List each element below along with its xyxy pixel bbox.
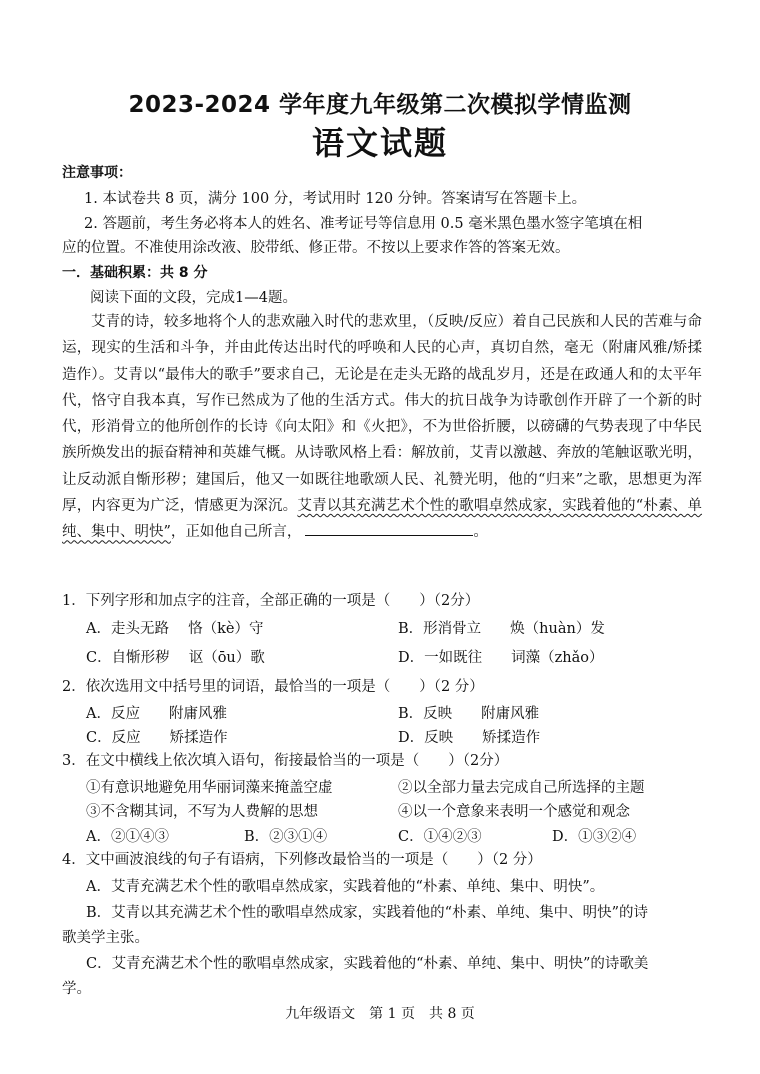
question-3-option-b: B．②③①④ bbox=[244, 829, 328, 845]
question-3-sentence-4: ④以一个意象来表明一个感觉和观念 bbox=[398, 804, 630, 820]
question-3-option-d: D．①③②④ bbox=[552, 829, 637, 845]
question-1-stem: 1．下列字形和加点字的注音，全部正确的一项是（ ）（2分） bbox=[62, 593, 480, 609]
notice-item-2-line1: 2. 答题前，考生务必将本人的姓名、准考证号等信息用 0.5 毫米黑色墨水签字笔填在相 bbox=[84, 216, 643, 232]
section-instruction: 阅读下面的文段，完成1—4题。 bbox=[90, 290, 297, 306]
exam-title: 2023-2024 学年度九年级第二次模拟学情监测 bbox=[128, 92, 632, 118]
question-3-sentence-3: ③不含糊其词，不写为人费解的思想 bbox=[86, 804, 318, 820]
page-footer: 九年级语文 第 1 页 共 8 页 bbox=[285, 1006, 475, 1022]
question-3-option-a: A．②①④③ bbox=[86, 829, 169, 845]
question-2-stem: 2．依次选用文中括号里的词语，最恰当的一项是（ ）（2 分） bbox=[62, 679, 484, 695]
question-3-option-c: C．①④②③ bbox=[398, 829, 482, 845]
question-4-option-a: A．艾青充满艺术个性的歌唱卓然成家，实践着他的“朴素、单纯、集中、明快”。 bbox=[86, 879, 605, 895]
question-1-option-b: B．形消骨立 焕（huàn）发 bbox=[398, 621, 605, 637]
section-heading: 一．基础积累：共 8 分 bbox=[62, 265, 208, 281]
question-1-option-a: A．走头无路 恪（kè）守 bbox=[86, 621, 264, 637]
wavy-sentence: 艾青以其充满艺术个性的歌唱卓然成家，实践着他的“朴素、单纯、集中、明快” bbox=[62, 498, 703, 541]
answer-blank bbox=[305, 520, 473, 536]
notice-heading: 注意事项： bbox=[62, 165, 132, 181]
question-4-option-c-line1: C．艾青充满艺术个性的歌唱卓然成家，实践着他的“朴素、单纯、集中、明快”的诗歌美 bbox=[86, 956, 649, 972]
question-4-option-b-line1: B．艾青以其充满艺术个性的歌唱卓然成家，实践着他的“朴素、单纯、集中、明快”的诗 bbox=[86, 905, 648, 921]
subject-title: 语文试题 bbox=[311, 124, 448, 162]
passage-text: 艾青的诗，较多地将个人的悲欢融入时代的悲欢里，（反映/反应）着自己民族和人民的苦难与命运，现实的生活和斗争，并由此传达出时代的呼唤和人民的心声，真切自然，毫无（附庸风雅/矫揉造作）。艾青以“最伟大的歌手”要求自己，无论是在走头无路的战乱岁月，还是在政通人和的太平年代，恪守自我本真，写作已然成为了他的生活方式。伟大的抗日战争为诗歌创作开辟了一个新的时代，形消骨立的他所创作的长诗《向太阳》和《火把》，不为世俗折腰，以磅礴的气势表现了中华民族所焕发出的振奋精神和英雄气概。从诗歌风格上看：解放前，艾青以激越、奔放的笔触讴歌光明，让反动派自惭形秽；建国后，他又一如既往地歌颂人民、礼赞光明，他的“归来”之歌，思想更为浑厚，内容更为广泛，情感更为深沉。 bbox=[62, 314, 702, 515]
question-2-option-b: B．反映 附庸风雅 bbox=[398, 706, 540, 722]
question-4-option-c-line2: 学。 bbox=[62, 981, 91, 997]
question-2-option-c: C．反应 矫揉造作 bbox=[86, 730, 228, 746]
question-1-option-d: D．一如既往 词藻（zhǎo） bbox=[398, 650, 604, 666]
question-4-option-b-line2: 歌美学主张。 bbox=[62, 930, 149, 946]
question-2-option-d: D．反映 矫揉造作 bbox=[398, 730, 541, 746]
reading-passage bbox=[62, 309, 702, 546]
question-1-option-c: C．自惭形秽 讴（ōu）歌 bbox=[86, 650, 265, 666]
question-3-sentence-1: ①有意识地避免用华丽词藻来掩盖空虚 bbox=[86, 780, 333, 796]
passage-continuation: ，正如他自己所言， bbox=[170, 524, 302, 541]
question-3-stem: 3．在文中横线上依次填入语句，衔接最恰当的一项是（ ）（2分） bbox=[62, 753, 509, 769]
question-2-option-a: A．反应 附庸风雅 bbox=[86, 706, 227, 722]
question-4-stem: 4．文中画波浪线的句子有语病，下列修改最恰当的一项是（ ）（2 分） bbox=[62, 852, 542, 868]
notice-item-2-line2: 应的位置。不准使用涂改液、胶带纸、修正带。不按以上要求作答的答案无效。 bbox=[62, 240, 570, 256]
notice-item-1: 1. 本试卷共 8 页，满分 100 分，考试用时 120 分钟。答案请写在答题卡上。 bbox=[84, 191, 587, 207]
passage-end: 。 bbox=[473, 524, 488, 541]
question-3-sentence-2: ②以全部力量去完成自己所选择的主题 bbox=[398, 780, 645, 796]
